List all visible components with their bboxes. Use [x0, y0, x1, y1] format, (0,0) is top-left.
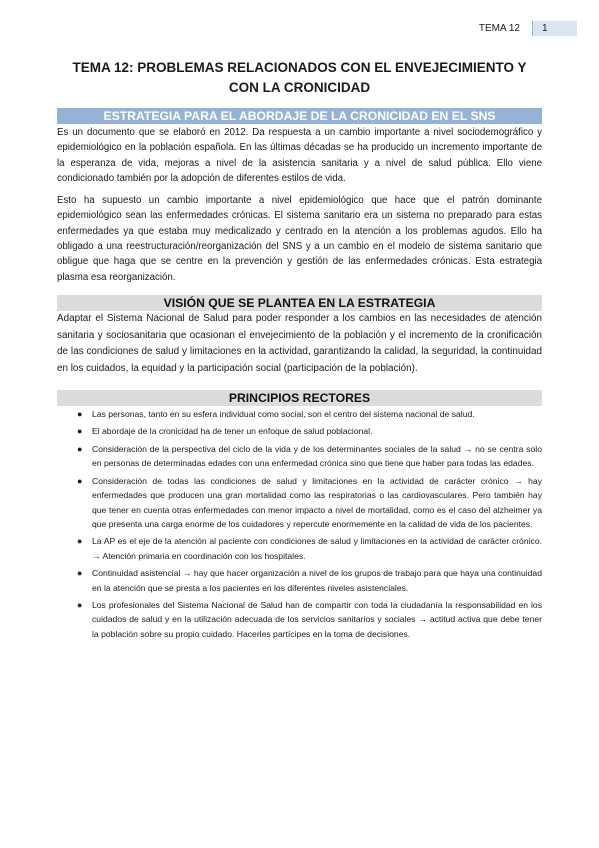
section-heading-vision: VISIÓN QUE SE PLANTEA EN LA ESTRATEGIA — [57, 295, 542, 311]
list-item-text: Continuidad asistencial → hay que hacer organización a nivel de los grupos de trabajo para que haya una continuidad en la atención que se presta a los pacientes en los diferentes niveles asistenciales. — [92, 568, 542, 593]
list-item-text: Consideración de la perspectiva del ciclo de la vida y de los determinantes sociales de la salud → no se centra solo en personas de determinadas edades con una enfermedad crónica sino que tiene que haber para todas las edades. — [92, 444, 542, 469]
list-item-text: Las personas, tanto en su esfera individual como social, son el centro del sistema nacional de salud. — [92, 408, 475, 419]
paragraph: Es un documento que se elaboró en 2012. Da respuesta a un cambio importante a nivel sociodemográfico y epidemiológico en la población española. En las últimas décadas se ha producido un incremento importante de la esperanza de vida, mejoras a nivel de la asistencia sanitaria y a nivel de salud pública. Ello viene condicionado también por la adopción de diferentes estilos de vida. — [57, 127, 542, 184]
document-body — [57, 58, 542, 644]
list-item — [57, 474, 542, 531]
list-item — [57, 534, 542, 562]
paragraph: Esto ha supuesto un cambio importante a nivel epidemiológico que hace que el patrón dominante epidemiológico sean las enfermedades crónicas. El sistema sanitario era un sistema no preparado para estas enfermedades ya que estaba muy medicalizado y centrado en la atención a los problemas agudos. Ello ha obligado a una reestructuración/reorganización del SNS y a un cambio en el modelo de sistema sanitario que obligue que haga que se centre en la prevención y gestión de las enfermedades crónicas. Esta estrategia plasma esa reorganización. — [57, 195, 542, 283]
list-item-text: Consideración de todas las condiciones de salud y limitaciones en la actividad de carácter crónico → hay enfermedades que producen una gran mortalidad como las respiratorias o las cardiovasculares. Pero también hay que tener en cuenta otras enfermedades con menor impacto a nivel de mortalidad, como es el caso del alzheimer ya que presenta una carga enorme de los cuidadores y repercute enormemente en la calidad de vida de los pacientes. — [92, 476, 542, 529]
list-item — [57, 442, 542, 470]
list-item — [57, 566, 542, 594]
bullet-icon: ● — [77, 444, 83, 455]
list-item — [57, 407, 542, 421]
section-heading-principios: PRINCIPIOS RECTORES — [57, 390, 542, 406]
page-header — [479, 21, 577, 36]
section-heading-estrategia: ESTRATEGIA PARA EL ABORDAJE DE LA CRONICIDAD EN EL SNS — [57, 108, 542, 124]
header-label: TEMA 12 — [478, 23, 520, 34]
list-item-text: Los profesionales del Sistema Nacional de Salud han de compartir con toda la ciudadanía la responsabilidad en los cuidados de salud y en la utilización adecuada de los servicios sanitarios y sociales → actitud activa que debe tener la población sobre su propio cuidado. Hacerles partícipes en la toma de decisiones. — [92, 600, 542, 639]
list-item — [57, 424, 542, 438]
page-number: 1 — [532, 21, 577, 36]
bullet-icon: ● — [77, 568, 83, 579]
document-title: TEMA 12: PROBLEMAS RELACIONADOS CON EL ENVEJECIMIENTO Y CON LA CRONICIDAD — [72, 60, 527, 95]
bullet-icon: ● — [77, 426, 83, 437]
list-item-text: La AP es el eje de la atención al paciente con condiciones de salud y limitaciones en la actividad de carácter crónico. → Atención primaria en coordinación con los hospitales. — [92, 536, 542, 561]
bullet-icon: ● — [77, 536, 83, 547]
bullet-icon: ● — [77, 476, 83, 487]
bullet-icon: ● — [77, 408, 83, 419]
list-item — [57, 598, 542, 641]
bullet-icon: ● — [77, 600, 83, 611]
principles-list — [57, 407, 542, 641]
list-item-text: El abordaje de la cronicidad ha de tener un enfoque de salud poblacional. — [92, 426, 373, 437]
paragraph: Adaptar el Sistema Nacional de Salud para poder responder a los cambios en las necesidades de atención sanitaria y sociosanitaria que ocasionan el envejecimiento de la población y el incremento de la cronificación de las condiciones de salud y limitaciones en la actividad, garantizando la calidad, la seguridad, la continuidad en los cuidados, la equidad y la participación social (participación de la población). — [57, 312, 542, 375]
